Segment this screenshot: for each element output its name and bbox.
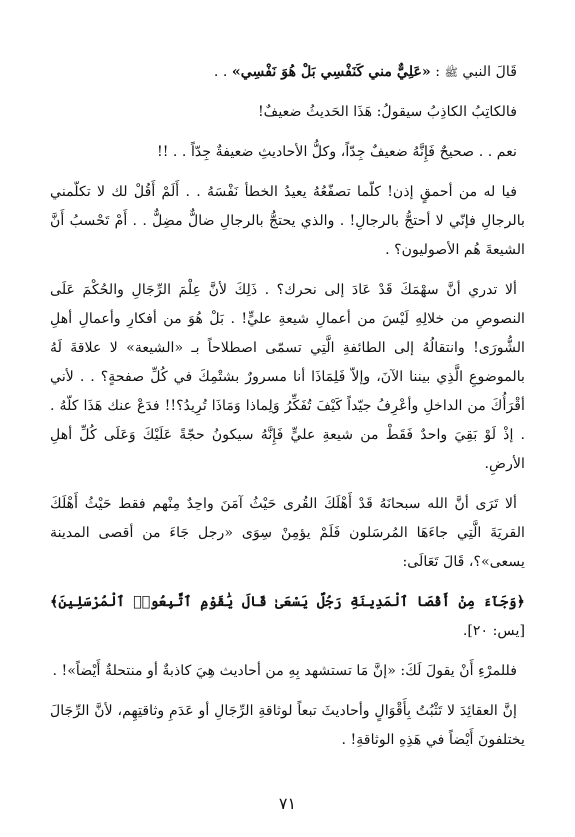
honorific-symbol: ﷺ <box>444 66 458 79</box>
text-segment: ألا تَرَى أنَّ الله سبحانَهُ قَدْ أَهْلَكَ القُرى حَيْثُ آمَنَ واحِدٌ مِنْهم فقط حَيْثُ أَهْلَكَ القريَةَ الَّتِي جاءَهَا المُرسَلون فَلَمْ يؤمِنْ سِوَى «رجل جَاءَ من أقصى المدينة يسعى»؟، قَالَ تَعَالَى: <box>50 496 525 570</box>
text-paragraph <box>50 276 525 479</box>
text-paragraph <box>50 58 525 87</box>
text-paragraph <box>50 657 525 686</box>
text-paragraph <box>50 138 525 167</box>
text-segment: فللمرْءِ أَنْ يقولَ لَكَ: «إنَّ مَا تستشهد بِهِ من أحاديث هِيَ كاذبةٌ أو منتحلةٌ أَيْضاً»! . <box>52 663 517 679</box>
text-segment: [يس: ٢٠]. <box>462 623 525 639</box>
text-segment: إنَّ العقائِدَ لا تَثْبُتُ بِأَقْوَالٍ وأحاديثَ تبعاً لوثاقةِ الرِّجَالِ أو عَدَمِ وثاقتِهِم، لأنَّ الرِّجَالَ يختلفونَ أَيْضاً في هَذِهِ الوثاقةِ! . <box>50 703 525 748</box>
text-segment: . . <box>213 64 232 80</box>
text-segment: : <box>430 64 445 80</box>
text-segment: قَالَ النبي <box>457 64 517 80</box>
text-paragraph <box>50 178 525 265</box>
quran-verse-paragraph <box>50 588 525 646</box>
text-paragraph <box>50 98 525 127</box>
emphasized-text: ﴿وَجَآءَ مِنْ أَقْصَا ٱلْمَدِينَةِ رَجُلٌ يَسْعَىٰ قَالَ يَٰقَوْمِ ٱتَّبِعُوا۟ ٱلْمُرْسَلِينَ﴾ <box>50 594 525 610</box>
text-paragraph <box>50 697 525 755</box>
text-segment: ألا تدري أنَّ سهْمَكَ قَدْ عَادَ إلى نحرك؟ . ذَلِكَ لأنَّ عِلْمَ الرِّجَالِ والحُكْمَ عَلَى النصوصِ من خلالِهِ لَيْسَ من أعمالِ شيعةِ عليٍّ! . بَلْ هُوَ من أفكارِ وأعمالِ أهلِ الشُّورَى! وانتقالُهُ إلى الطائفةِ الَّتِي تسمّى اصطلاحاً بـ «الشيعة» لا علاقةَ لَهُ بالموضوعِ الَّذِي بيننا الآنَ، وإلاّ فَلِمَاذَا أنا مسرورٌ بشتْمِكَ في كُلِّ صفحةٍ؟ . . لأني أقْرَأُكَ من الداخلِ وأعْرِفُ جيّداً كَيْفَ تُفَكِّرُ وَلِماذا وَمَاذَا تُرِيدُ؟!! فدَعْ عنك هَذَا كلّهُ . . إذْ لَوْ بَقِيَ واحدٌ فَقَطْ من شيعةِ عليٍّ فَإِنَّهُ سيكونُ حجّةً عَلَيْكَ وَعَلَى كُلِّ أهلِ الأرضِ. <box>50 282 525 472</box>
text-segment: نعم . . صحيحٌ فَإِنَّهُ ضعيفٌ جِدّاً، وكلُّ الأحاديثِ ضعيفةٌ جِدّاً . . !! <box>157 144 517 160</box>
page-body-text <box>50 58 525 766</box>
text-segment: فالكاتِبُ الكاذِبُ سيقولُ: هَذَا الحَديثُ ضعيفٌ! <box>257 104 517 120</box>
page-number: ٧١ <box>278 794 297 813</box>
text-segment: فيا له من أحمقٍ إذن! كلّما تصفّعُهُ يعيدُ الخطأ نَفْسَهُ . . أَلَمْ أَقُلْ لك لا تكلّمني بالرجالِ فإنّي لا أحتجُّ بالرجالِ! . والذي يحتجُّ بالرجالِ ضالٌّ مضِلٌّ . . أَمْ تَحْسبُ أَنَّ الشيعةَ هُم الأصوليون؟ . <box>50 184 525 258</box>
text-paragraph <box>50 490 525 577</box>
emphasized-text: «عَلِيٌّ مني كَنَفْسِي بَلْ هُوَ نَفْسِي» <box>231 64 431 80</box>
